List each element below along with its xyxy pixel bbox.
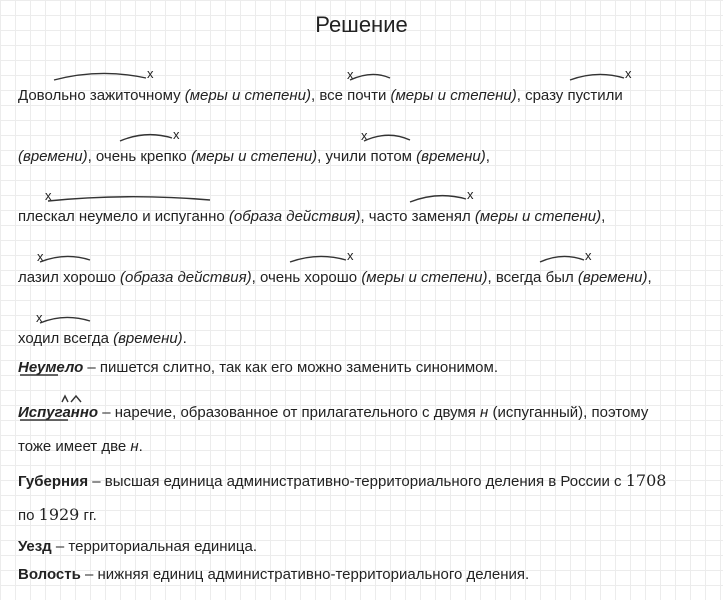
question-mark: x [347, 67, 354, 82]
text-fragment: , [485, 148, 490, 165]
question-label: н [130, 438, 139, 455]
question-mark: x [173, 127, 180, 142]
question-label: (времени) [113, 330, 183, 347]
question-label: (образа действия) [228, 208, 361, 225]
term: Испуганно [18, 404, 99, 421]
question-mark: x [347, 248, 354, 263]
text-fragment: гг. [79, 507, 97, 524]
text-fragment: (испуганный), поэтому [488, 404, 649, 421]
text-fragment: – пишется слитно, так как его можно заменить синонимом. [83, 359, 498, 376]
question-arc [48, 197, 210, 201]
question-mark: x [625, 66, 632, 81]
suffix-mark [62, 396, 68, 402]
text-fragment: тоже имеет две [18, 438, 131, 455]
question-label: (меры и степени) [184, 87, 311, 104]
question-label: (времени) [577, 269, 648, 286]
text-fragment: – высшая единица административно-территориального деления в России с [88, 473, 626, 490]
question-mark: x [45, 188, 52, 203]
question-arc [40, 256, 90, 262]
text-fragment: Довольно зажиточному [18, 87, 185, 104]
text-fragment: , очень хорошо [251, 269, 362, 286]
term: Губерния [18, 473, 89, 490]
year: 1929 [38, 505, 80, 524]
question-arc [290, 256, 346, 262]
page-title: Решение [315, 12, 408, 37]
question-arc [364, 135, 410, 141]
question-mark: x [36, 310, 43, 325]
text-fragment: , [647, 269, 652, 286]
text-fragment: по [18, 507, 39, 524]
term: Неумело [18, 359, 84, 376]
question-label: (меры и степени) [474, 208, 602, 225]
question-arc [410, 196, 466, 202]
question-mark: x [37, 249, 44, 264]
term: Волость [18, 566, 81, 583]
question-label: (меры и степени) [390, 87, 517, 104]
question-label: (времени) [18, 148, 88, 165]
text-fragment: , часто заменял [360, 208, 475, 225]
text-fragment: лазил хорошо [18, 269, 121, 286]
text-fragment: , сразу пустили [516, 87, 623, 104]
question-mark: x [361, 128, 368, 143]
text-fragment: – территориальная единица. [51, 538, 258, 555]
term: Уезд [18, 538, 52, 555]
question-arc [54, 73, 146, 80]
text-fragment: – нижняя единиц административно-территориального деления. [80, 566, 530, 583]
question-label: (меры и степени) [361, 269, 488, 286]
question-arc [120, 135, 172, 141]
text-fragment: . [138, 438, 143, 455]
text-fragment: , очень крепко [87, 148, 191, 165]
question-label: (времени) [416, 148, 486, 165]
question-arc [350, 74, 390, 80]
question-label: (меры и степени) [190, 148, 318, 165]
text-fragment: – наречие, образованное от прилагательного с двумя [98, 404, 481, 421]
question-mark: x [467, 187, 474, 202]
question-arc [570, 74, 624, 80]
text-fragment: ходил всегда [18, 330, 114, 347]
text-fragment: , все почти [311, 87, 391, 104]
question-arc [540, 256, 584, 262]
question-label: (образа действия) [120, 269, 252, 286]
text-fragment: плескал неумело и испуганно [18, 208, 229, 225]
question-arc [40, 317, 90, 323]
question-mark: x [585, 248, 592, 263]
question-mark: x [147, 66, 154, 81]
text-fragment: , [601, 208, 606, 225]
question-label: н [480, 404, 489, 421]
text-fragment: , всегда был [487, 269, 578, 286]
suffix-mark [71, 396, 81, 402]
text-fragment: , учили потом [317, 148, 417, 165]
year: 1708 [625, 471, 667, 490]
text-fragment: . [182, 330, 187, 347]
